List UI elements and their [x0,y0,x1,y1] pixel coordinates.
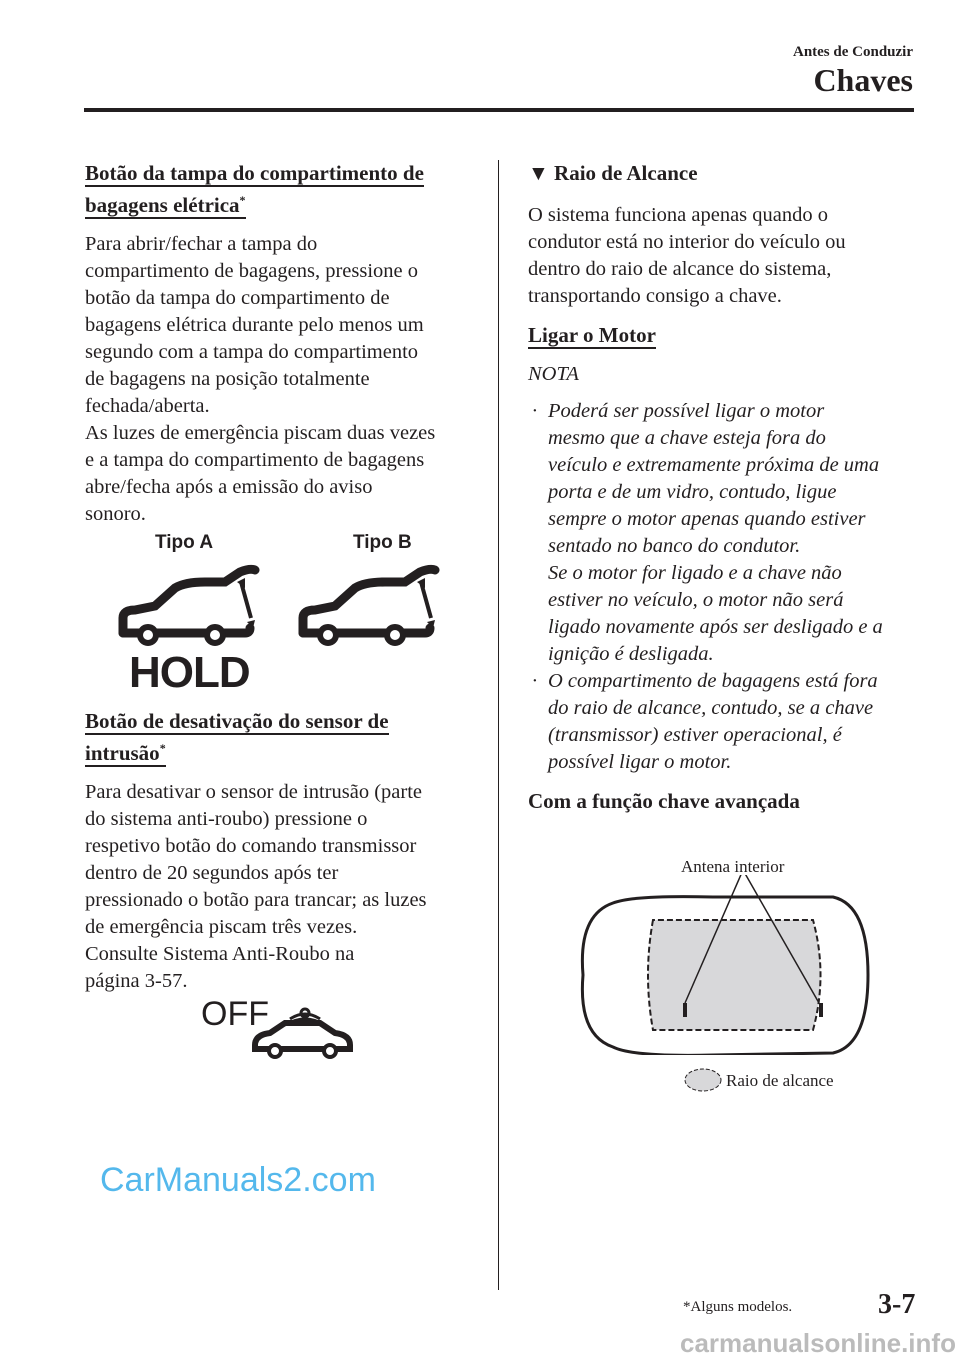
right-column [528,160,918,1105]
text-line: dentro de 20 segundos após ter [85,862,339,884]
text-line: condutor está no interior do veículo ou [528,231,846,253]
note-bullet [528,668,918,776]
footnote: *Alguns modelos. [683,1299,793,1315]
text-line: Consulte Sistema Anti-Roubo na [85,943,355,965]
asterisk: * [159,741,166,755]
text-line: ignição é desligada. [548,643,714,665]
asterisk: * [239,193,246,207]
off-icon [85,995,485,1075]
text-line: Para abrir/fechar a tampa do [85,233,318,255]
text-line: ligado novamente após ser desligado e a [548,616,883,638]
text-line: segundo com a tampa do compartimento [85,341,419,363]
text-line: porta e de um vidro, contudo, ligue [548,481,837,503]
heading-intrusion-sensor [85,708,485,767]
car-sensor-icon [250,1005,355,1065]
type-a-label: Tipo A [155,532,214,553]
heading-power-liftgate [85,160,485,219]
text-line: veículo e extremamente próxima de uma [548,454,880,476]
watermark: CarManuals2.com [100,1161,376,1199]
range-diagram [528,815,918,1105]
text-line: dentro do raio de alcance do sistema, [528,258,832,280]
triangle-icon: ▼ [528,161,555,185]
liftgate-icons [85,528,485,698]
note-label: NOTA [528,363,579,385]
car-top-view [573,875,873,1055]
text-line: sempre o motor apenas quando estiver [548,508,866,530]
text-line: As luzes de emergência piscam duas vezes [85,422,436,444]
text-line: O sistema funciona apenas quando o [528,204,829,226]
text-line: abre/fecha após a emissão do aviso [85,476,373,498]
heading-line: Botão de desativação do sensor de [85,709,389,733]
text-line: página 3-57. [85,970,188,992]
heading-line [85,741,166,767]
text-line: sentado no banco do condutor. [548,535,801,557]
heading-text: Raio de Alcance [554,161,698,185]
text-line: possível ligar o motor. [548,751,732,773]
heading-advanced-key: Com a função chave avançada [528,789,800,813]
range-legend-label: Raio de alcance [726,1071,834,1090]
text-line: mesmo que a chave esteja fora do [548,427,826,449]
text-line: do sistema anti-roubo) pressione o [85,808,368,830]
section-label: Antes de Conduzir [792,44,913,60]
paragraph-intrusion [85,779,485,995]
antenna-label: Antena interior [681,857,785,876]
hold-label: HOLD [129,648,250,697]
page-title: Chaves [813,62,913,98]
header-rule [84,108,914,112]
text-line: estiver no veículo, o motor não será [548,589,844,611]
text-line: do raio de alcance, contudo, se a chave [548,697,874,719]
text-line: Se o motor for ligado e a chave não [548,562,842,584]
paragraph-liftgate [85,231,485,528]
heading-line: Botão da tampa do compartimento de [85,161,424,185]
page-number: 3-7 [878,1289,916,1320]
off-label: OFF [201,995,269,1033]
left-column [85,160,485,1075]
text-line: de emergência piscam três vezes. [85,916,358,938]
text-line: compartimento de bagagens, pressione o [85,260,419,282]
car-liftgate-icon [295,558,445,648]
heading-range [528,160,918,187]
heading-text: bagagens elétrica [85,193,240,217]
text-line: · Poderá ser possível ligar o motor [548,400,825,422]
text-line: bagagens elétrica durante pelo menos um [85,314,424,336]
text-line: e a tampa do compartimento de bagagens [85,449,425,471]
heading-text: intrusão [85,741,160,765]
text-line: transportando consigo a chave. [528,285,782,307]
text-line: (transmissor) estiver operacional, é [548,724,842,746]
text-line: pressionado o botão para trancar; as luzes [85,889,427,911]
footer-watermark: carmanualsonline.info [680,1328,956,1358]
heading-start-engine [528,322,918,349]
text-line: respetivo botão do comando transmissor [85,835,417,857]
note-bullet [528,398,918,668]
text-line: Para desativar o sensor de intrusão (parte [85,781,422,803]
car-liftgate-icon [115,558,265,648]
heading-line [85,193,246,219]
text-line: de bagagens na posição totalmente [85,368,370,390]
heading-text: Ligar o Motor [528,323,656,347]
text-line: fechada/aberta. [85,395,210,417]
column-divider [498,160,499,1290]
text-line: · O compartimento de bagagens está fora [548,670,878,692]
text-line: botão da tampa do compartimento de [85,287,390,309]
type-b-label: Tipo B [353,532,412,553]
text-line: sonoro. [85,503,146,525]
paragraph-range [528,202,918,310]
range-legend-icon [683,1067,723,1093]
